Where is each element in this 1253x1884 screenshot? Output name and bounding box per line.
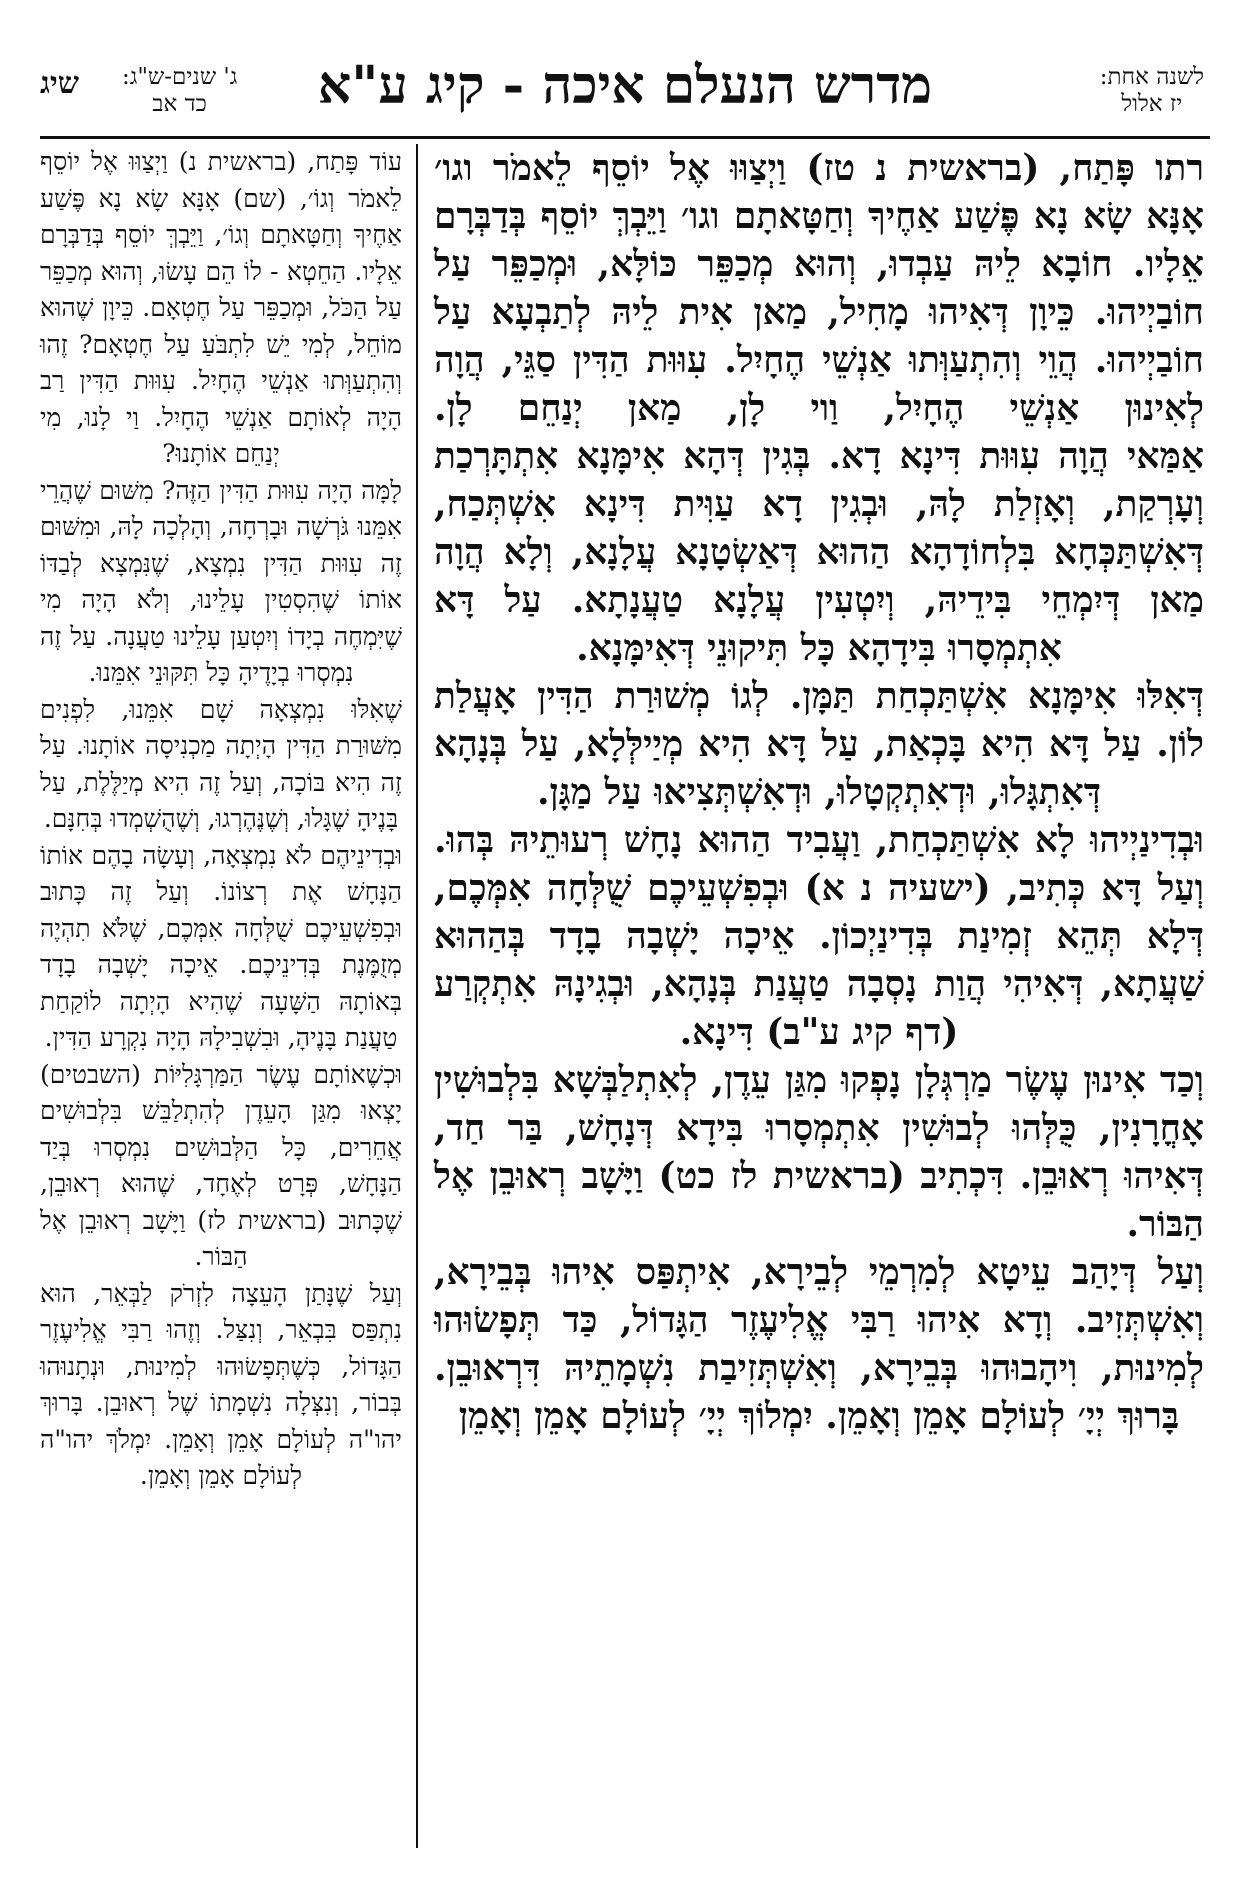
header-rule — [40, 136, 1210, 139]
main-paragraph-6: וְעַל דְּיָהַב עֵיטָא לְמִרְמֵי לְבֵירָא, אִיתְפַּס אִיהוּ בְּבֵירָא, וְאִשְׁתְּזִיב. וְדָא אִיהוּ רַבִּי אֱלִיעֶזֶר הַגָּדוֹל, כַּד תְּפָשׂוּהוּ לְמִינוּת, וִיהָבוּהוּ בְּבֵירָא, וְאִשְׁתְּזִיבַת נִשְׁמָתֵיהּ דִּרְאוּבֵן. בָּרוּךְ יְיָ׳ לְעוֹלָם אָמֵן וְאָמֵן. יִמְלוֹךְ יְיָ׳ לְעוֹלָם אָמֵן וְאָמֵן — [434, 1251, 1204, 1437]
page-number: שיג — [40, 66, 80, 101]
schedule-three-years-label: ג' שנים-ש"ג: — [122, 64, 238, 90]
main-paragraph-4: וּבְדִינַיְיהוּ לָא אִשְׁתַּכְחַת, וַעֲבִיד הַהוּא נָחָשׁ רְעוּתֵיהּ בְּהוּ. וְעַל דָּא כְּתִיב, (ישעיה נ א) וּבְפִשְׁעֵיכֶם שֻׁלְּחָה אִמְּכֶם, דְּלָא תְּהֵא זְמִינַת בְּדִינַיְכוֹן. אֵיכָה יָשְׁבָה בָדָד בְּהַהוּא שַׁעֲתָא, דְּאִיהִי הֲוַת נָסְבָה טַעֲנַת בְּנָהָא, וּבְגִינָהּ אִתְקְרַע (דף קיג ע"ב) דִּינָא. — [434, 819, 1204, 1053]
side-paragraph-5: וּכְשֶׁאוֹתָם עֶשֶׂר הַמַּרְגָּלִיּוֹת (השבטים) יָצְאוּ מִגַּן הָעֵדֶן לְהִתְלַבֵּשׁ בִּלְבוּשִׁים אֲחֵרִים, כָּל הַלְּבוּשִׁים נִמְסְרוּ בְּיַד הַנָּחָשׁ, פְּרָט לְאֶחָד, שֶׁהוּא רְאוּבֵן, שֶׁכָּתוּב (בראשית לז) וַיָּשָׁב רְאוּבֵן אֶל הַבּוֹר. — [40, 1059, 402, 1271]
main-text-column — [434, 144, 1204, 1440]
main-paragraph-5: וְכַד אִינוּן עֶשֶׂר מַרְגְּלָן נָפְקוּ מִגַּן עֵדֶן, לְאִתְלַבְּשָׁא בִּלְבוּשִׁין אָחֳרָנִין, כֻּלְּהוּ לְבוּשִׁין אִתְמְסָרוּ בִּידָא דְּנָחָשׁ, בַּר חַד, דְּאִיהוּ רְאוּבֵן. דִּכְתִיב (בראשית לז כט) וַיָּשָׁב רְאוּבֵן אֶל הַבּוֹר. — [434, 1059, 1204, 1245]
main-paragraph-2: אַמַּאי הֲוָה עִוּוּת דִּינָא דָא. בְּגִין דְּהָא אִימָּנָא אִתְתָּרְכַת וְעָרְקַת, וְאָזְלַת לָהּ, וּבְגִין דָא עַוִּית דִּינָא אִשְׁתְּכַח, דְּאִשְׁתַּכְּחָא בִּלְחוֹדָהָא הַהוּא דְּאַשְׂטָנָא עֲלָנָא, וְלָא הֲוָה מַאן דְּיִמְחֵי בִּידֵיהּ, וְיִטְעִין עֲלָנָא טַעֲנָתָא. עַל דָּא אִתְמְסָרוּ בִּידָהָא כָּל תִּיקוּנֵי דְּאִימָּנָא. — [434, 435, 1204, 669]
translation-column — [40, 144, 402, 1495]
main-paragraph-3: דְּאִלּוּ אִימָּנָא אִשְׁתַּכְחַת תַּמָּן. לְגוֹ מְשׁוּרַת הַדִּין אָעֲלַת לוֹן. עַל דָּא הִיא בָּכְאַת, עַל דָּא הִיא מְיַילְּלָא, עַל בְּנָהָא דְּאִתְגָּלוּ, וּדְאִתְקְטָלוּ, וּדְאִשְׁתְּצִיאוּ עַל מַגָּן. — [434, 675, 1204, 813]
schedule-one-year-label: לשנה אחת: — [1099, 64, 1204, 90]
side-paragraph-3: שֶׁאִלּוּ נִמְצְאָה שָׁם אִמֵּנוּ, לִפְנִים מִשּׁוּרַת הַדִּין הָיְתָה מַכְנִיסָה אוֹתָנוּ. עַל זֶה הִיא בּוֹכָה, וְעַל זֶה הִיא מְיַלֶּלֶת, עַל בָּנֶיהָ שֶׁגָּלוּ, וְשֶׁנֶּהֶרְגוּ, וְשֶׁהֻשְׁמְדוּ בְּחִנָּם. — [40, 694, 402, 833]
schedule-three-years-date: כד אב — [152, 91, 207, 117]
schedule-one-year-date: יז אלול — [1121, 91, 1183, 117]
side-paragraph-6: וְעַל שֶׁנָּתַן הָעֵצָה לִזְרֹק לַבְּאֵר, הוּא נִתְפַּס בִּבְאֵר, וְנִצַּל. וְזֶהוּ רַבִּי אֱלִיעֶזֶר הַגָּדוֹל, כְּשֶׁתְּפָשׂוּהוּ לְמִינוּת, וּנְתָנוּהוּ בְּבוֹר, וְנִצְּלָה נִשְׁמָתוֹ שֶׁל רְאוּבֵן. בָּרוּךְ יהו"ה לְעוֹלָם אָמֵן וְאָמֵן. יִמְלֹךְ יהו"ה לְעוֹלָם אָמֵן וְאָמֵן. — [40, 1278, 402, 1490]
main-paragraph-1: רתו פָּתַח, (בראשית נ טז) וַיְצַוּוּ אֶל יוֹסֵף לֵאמֹר וגו׳ אָנָּא שָׂא נָא פֶּשַׁע אַחֶיךָ וְחַטָּאתָם וגו׳ וַיֵּבְךְּ יוֹסֵף בְּדַבְּרָם אֵלָיו. חוֹבָא לֵיהּ עַבְדוּ, וְהוּא מְכַפֵּר כּוֹלָּא, וּמְכַפֵּר עַל חוֹבַיְיהוּ. כֵּיוָן דְּאִיהוּ מָחִיל, מַאן אִית לֵיהּ לְתַבְעָא עַל חוֹבַיְיהוּ. הֲוֵי וְהִתְעַוְּתוּ אַנְשֵׁי הֶחָיִל. עִוּוּת הַדִּין סַגֵּי, הֲוָה לְאִינוּן אַנְשֵׁי הֶחָיִל, וַוי לָן, מַאן יְנַחֵם לָן. — [434, 147, 1204, 429]
side-paragraph-1: עוֹד פָּתַח, (בראשית נ) וַיְצַוּוּ אֶל יוֹסֵף לֵאמֹר וְגוֹ׳, (שם) אָנָּא שָׂא נָא פֶּשַׁע אַחֶיךָ וְחַטָּאתָם וְגוֹ׳, וַיֵּבְךְּ יוֹסֵף בְּדַבְּרָם אֵלָיו. הַחֵטְא - לוֹ הֵם עָשׂוּ, וְהוּא מְכַפֵּר עַל הַכֹּל, וּמְכַפֵּר עַל חֶטְאָם. כֵּיוָן שֶׁהוּא מוֹחֵל, לְמִי יֵשׁ לִתְבֹּעַ עַל חֶטְאָם? זֶהוּ וְהִתְעַוְּתוּ אַנְשֵׁי הֶחָיִל. עִוּוּת הַדִּין רַב הָיָה לְאוֹתָם אַנְשֵׁי הֶחָיִל. וַי לָנוּ, מִי יְנַחֵם אוֹתָנוּ? — [40, 147, 402, 468]
side-paragraph-2: לָמָּה הָיָה עִוּוּת הַדִּין הַזֶּה? מִשּׁוּם שֶׁהֲרֵי אִמֵּנוּ גֹּרְשָׁה וּבָרְחָה, וְהָלְכָה לָהּ, וּמִשּׁוּם זֶה עִוּוּת הַדִּין נִמְצָא, שֶׁנִּמְצָא לְבַדּוֹ אוֹתוֹ שֶׁהִסְטִין עָלֵינוּ, וְלֹא הָיָה מִי שֶׁיִּמְחֶה בְיָדוֹ וְיִטְעַן עָלֵינוּ טַעֲנָה. עַל זֶה נִמְסְרוּ בְיָדֶיהָ כָּל תִּקּוּנֵי אִמֵּנוּ. — [40, 475, 402, 687]
page — [40, 38, 1210, 1848]
page-header — [40, 38, 1210, 117]
column-divider — [416, 144, 418, 1848]
schedule-three-years — [122, 64, 237, 118]
side-paragraph-4: וּבְדִינֵיהֶם לֹא נִמְצְאָה, וְעָשָׂה בָהֶם אוֹתוֹ הַנָּחָשׁ אֶת רְצוֹנוֹ. וְעַל זֶה כָּתוּב וּבְפִשְׁעֵיכֶם שֻׁלְּחָה אִמְּכֶם, שֶׁלֹּא תִהְיֶה מְזֻמֶּנֶת בְּדִינֵיכֶם. אֵיכָה יָשְׁבָה בָדָד בְּאוֹתָהּ הַשָּׁעָה שֶׁהִיא הָיְתָה לוֹקַחַת טַעֲנַת בָּנֶיהָ, וּבִשְׁבִילָהּ הָיָה נִקְרָע הַדִּין. — [40, 840, 402, 1052]
page-title: מדרש הנעלם איכה - קיג ע"א — [317, 55, 933, 116]
